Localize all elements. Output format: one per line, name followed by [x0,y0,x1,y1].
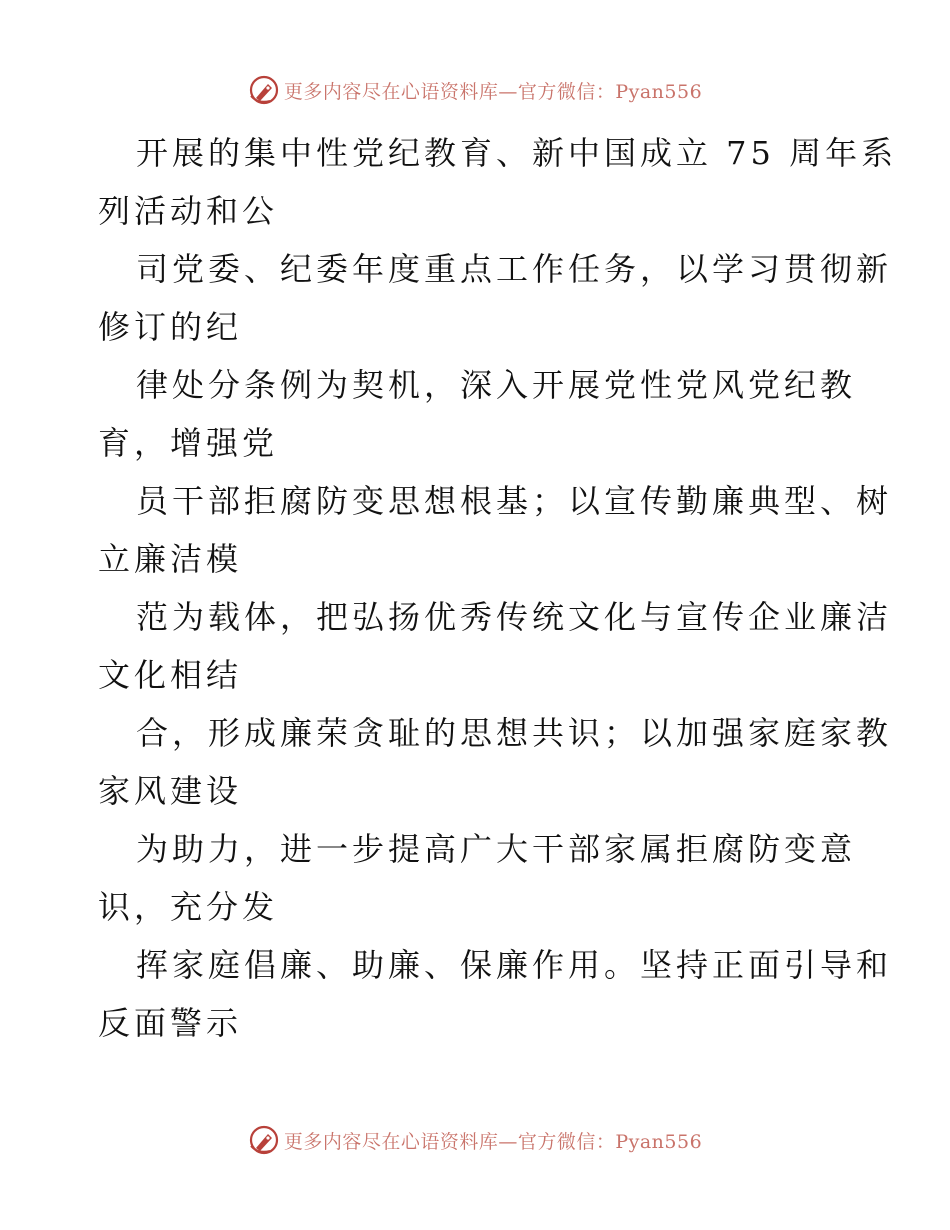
paragraph-line: 律处分条例为契机，深入开展党性党风党纪教 [136,366,857,404]
paragraph-line: 为助力，进一步提高广大干部家属拒腐防变意 [136,830,857,868]
header-banner-text: 更多内容尽在心语资料库—官方微信：Pyan556 [283,80,703,103]
paragraph-line: 列活动和公 [98,192,279,230]
paragraph-line: 立廉洁模 [98,540,243,578]
document-body [98,124,898,1052]
paragraph-line: 反面警示 [98,1004,243,1042]
paragraph-line: 修订的纪 [98,308,243,346]
pen-nib-icon [248,74,280,106]
footer-banner-text: 更多内容尽在心语资料库—官方微信：Pyan556 [283,1130,703,1153]
paragraph-line: 合，形成廉荣贪耻的思想共识；以加强家庭家教 [136,714,893,752]
paragraph-line: 家风建设 [98,772,243,810]
paragraph-line: 员干部拒腐防变思想根基；以宣传勤廉典型、树 [136,482,893,520]
paragraph-line: 司党委、纪委年度重点工作任务，以学习贯彻新 [136,250,893,288]
footer-banner [0,1122,950,1158]
paragraph-line: 文化相结 [98,656,243,694]
paragraph-line: 开展的集中性党纪教育、新中国成立 75 周年系 [136,134,898,172]
paragraph-line: 育，增强党 [98,424,279,462]
pen-nib-icon [248,1124,280,1156]
paragraph-line: 挥家庭倡廉、助廉、保廉作用。坚持正面引导和 [136,946,893,984]
paragraph-line: 识，充分发 [98,888,279,926]
paragraph-line: 范为载体，把弘扬优秀传统文化与宣传企业廉洁 [136,598,893,636]
header-banner [0,72,950,108]
